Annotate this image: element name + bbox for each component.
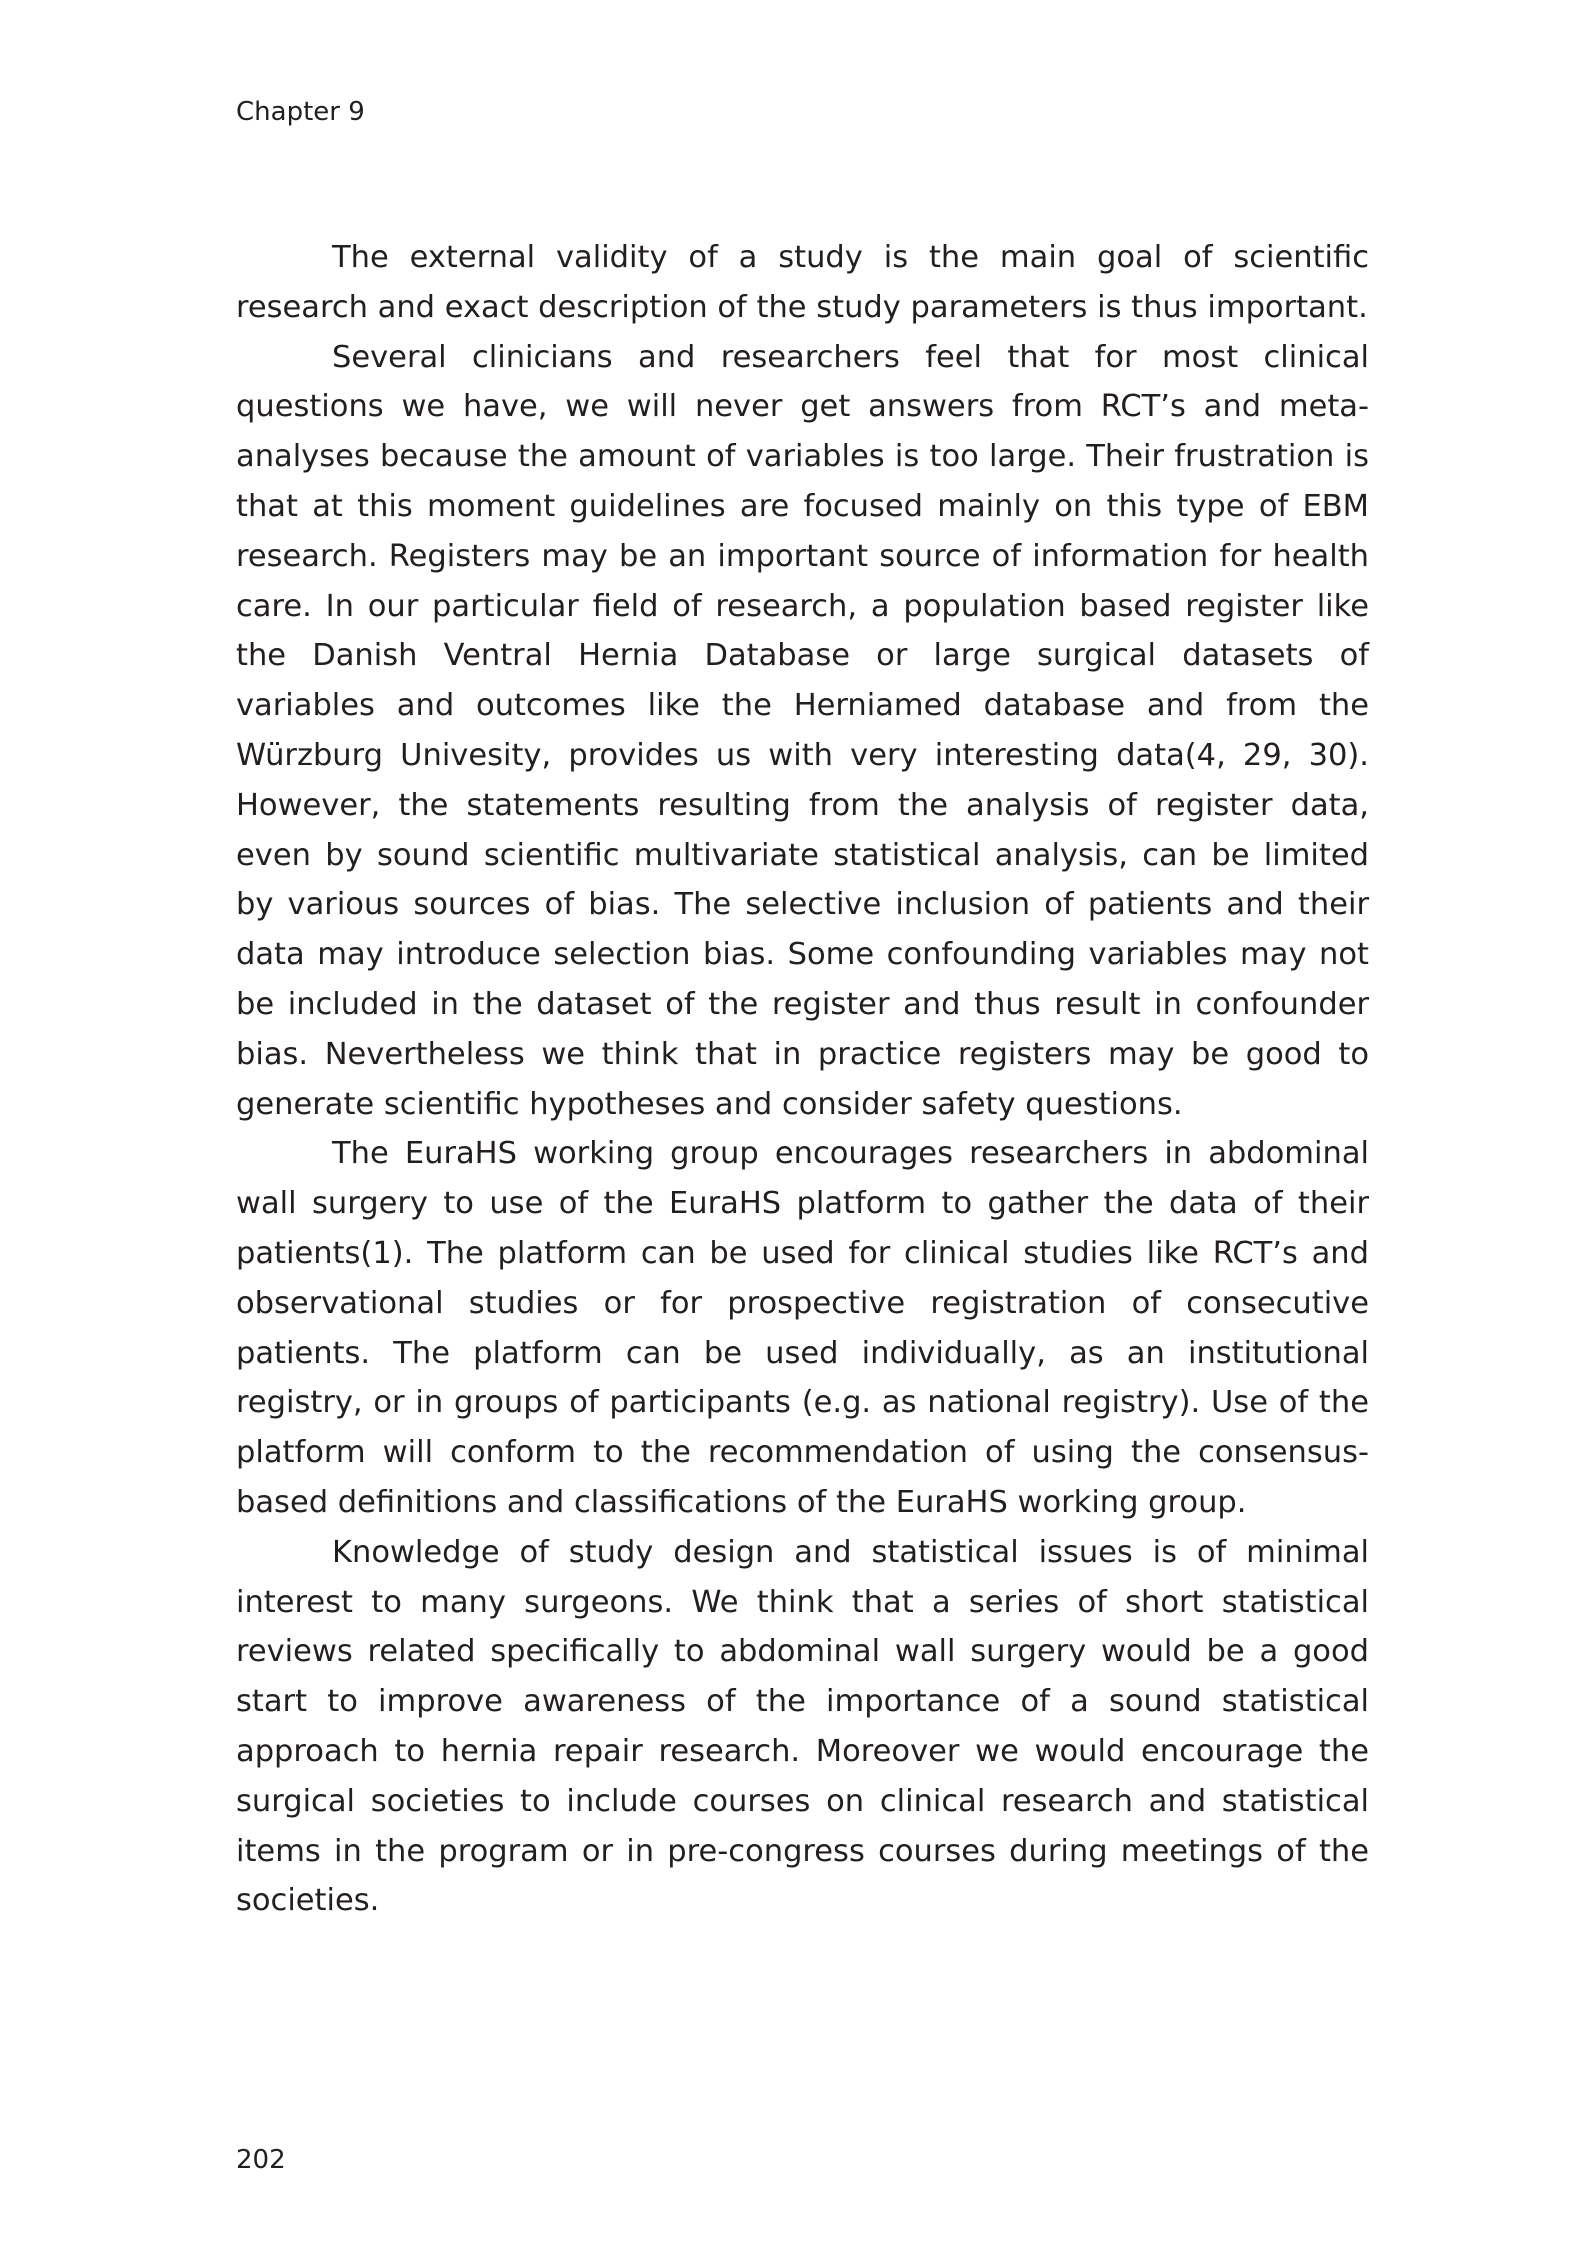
paragraph-registers: Several clinicians and researchers feel that for most clinical questions we have, we will never get answers from RCT’s and meta-analyses because the amount of variables is too large. Their frustration is that at this moment guidelines are focused mainly on this type of EBM research. Registers may be an important source of information for health care. In our particular field of research, a population based register like the Danish Ventral Hernia Database or large surgical datasets of variables and outcomes like the Herniamed database and from the Würzburg Univesity, provides us with very interesting data(4, 29, 30). However, the statements resulting from the analysis of register data, even by sound scientific multivariate statistical analysis, can be limited by various sources of bias. The selective inclusion of patients and their data may introduce selection bias. Some confounding variables may not be included in the dataset of the register and thus result in confounder bias. Nevertheless we think that in practice registers may be good to generate scientific hypotheses and consider safety questions. bbox=[236, 339, 1369, 1122]
page-number: 202 bbox=[236, 2145, 286, 2175]
paragraph-statistical-knowledge: Knowledge of study design and statistical issues is of minimal interest to many surgeons. We think that a series of short statistical reviews related specifically to abdominal wall surgery would be a good start to improve awareness of the importance of a sound statistical approach to hernia repair research. Moreover we would encourage the surgical societies to include courses on clinical research and statistical items in the program or in pre-congress courses during meetings of the societies. bbox=[236, 1534, 1369, 1919]
paragraph-eurahs-platform: The EuraHS working group encourages researchers in abdominal wall surgery to use of the EuraHS platform to gather the data of their patients(1). The platform can be used for clinical studies like RCT’s and observational studies or for prospective registration of consecutive patients. The platform can be used individually, as an institutional registry, or in groups of participants (e.g. as national registry). Use of the platform will conform to the recommendation of using the consensus-based definitions and classifications of the EuraHS working group. bbox=[236, 1136, 1369, 1520]
body-text bbox=[236, 233, 1369, 1926]
paragraph-external-validity: The external validity of a study is the main goal of scientific research and exact description of the study parameters is thus important. bbox=[236, 240, 1369, 325]
running-head: Chapter 9 bbox=[236, 97, 365, 127]
